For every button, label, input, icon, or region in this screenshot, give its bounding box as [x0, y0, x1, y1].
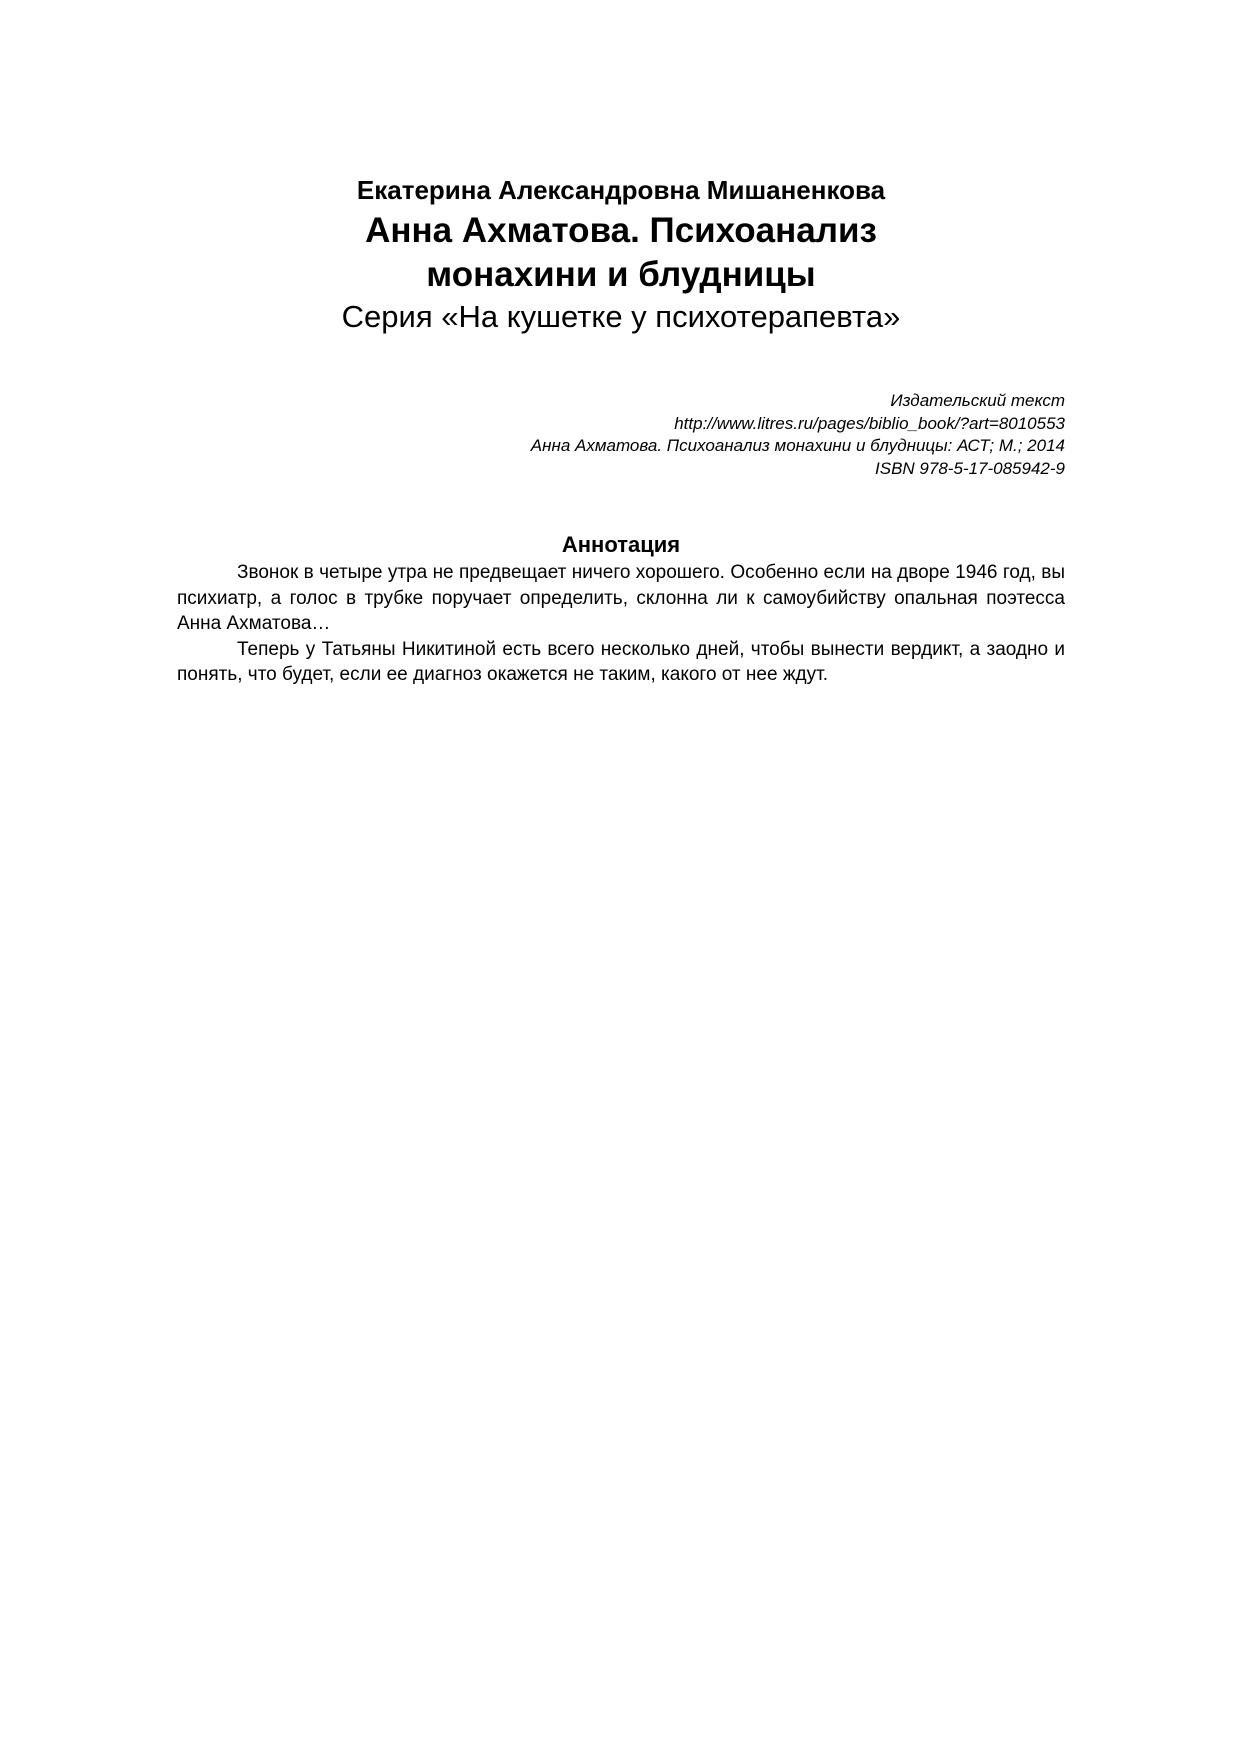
- book-title: [177, 209, 1065, 297]
- book-title-line-2: монахини и блудницы: [426, 255, 816, 294]
- author-name: Екатерина Александровна Мишаненкова: [356, 175, 886, 205]
- title-block: [177, 173, 1065, 337]
- annotation-paragraph: Теперь у Татьяны Никитиной есть всего несколько дней, чтобы вынести вердикт, а заодно и понять, что будет, если ее диагноз окажется не таким, какого от нее ждут.: [177, 638, 1065, 685]
- annotation-heading: Аннотация: [561, 532, 681, 557]
- isbn: ISBN 978-5-17-085942-9: [875, 458, 1065, 478]
- annotation-section: [177, 530, 1065, 688]
- series-name: Серия «На кушетке у психотерапевта»: [341, 299, 901, 334]
- source-url[interactable]: http://www.litres.ru/pages/biblio_book/?art=8010553: [674, 413, 1065, 433]
- publisher-text: Издательский текст: [890, 391, 1065, 410]
- annotation-paragraph: Звонок в четыре утра не предвещает ничего хорошего. Особенно если на дворе 1946 год, вы психиатр, а голос в трубке поручает определить, склонна ли к самоубийству опальная поэтесса Анна Ахматова…: [177, 562, 1065, 634]
- book-title-line-1: Анна Ахматова. Психоанализ: [365, 211, 877, 250]
- publication-info: [177, 390, 1065, 480]
- citation: Анна Ахматова. Психоанализ монахини и блудницы: АСТ; М.; 2014: [530, 436, 1065, 455]
